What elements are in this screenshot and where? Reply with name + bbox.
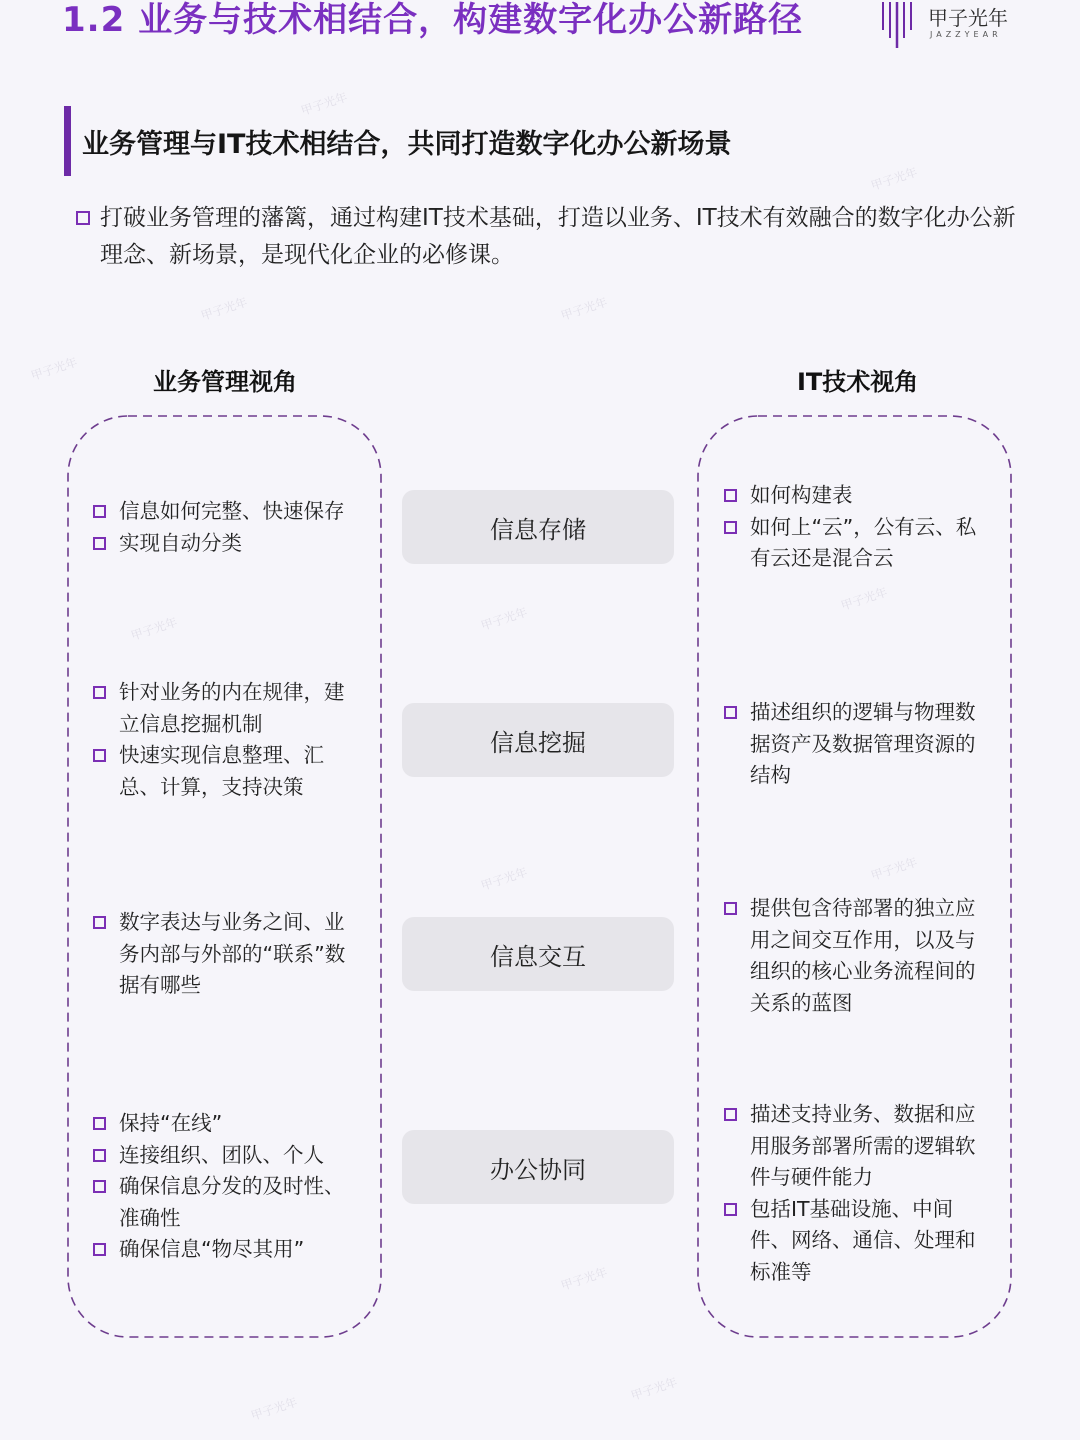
logo-text: 甲子光年 [928, 6, 1008, 30]
bullet-square-icon [93, 1117, 106, 1130]
watermark: 甲子光年 [869, 164, 920, 194]
right-group-storage [724, 480, 980, 575]
watermark: 甲子光年 [479, 604, 530, 634]
section-accent-bar [64, 106, 71, 176]
watermark: 甲子光年 [839, 584, 890, 614]
watermark: 甲子光年 [249, 1394, 300, 1424]
intro-paragraph [74, 200, 1024, 274]
watermark: 甲子光年 [479, 864, 530, 894]
watermark: 甲子光年 [299, 89, 350, 119]
section-title: 业务管理与IT技术相结合，共同打造数字化办公新场景 [82, 129, 732, 160]
intro-text: 打破业务管理的藩篱，通过构建IT技术基础，打造以业务、IT技术有效融合的数字化办公新理念、新场景，是现代化企业的必修课。 [100, 205, 1016, 268]
center-box-mining: 信息挖掘 [402, 703, 674, 777]
logo-subtext: JAZZYEAR [930, 30, 1002, 39]
right-group-collaboration [724, 1099, 990, 1288]
right-group-interaction [724, 893, 986, 1019]
center-box-storage: 信息存储 [402, 490, 674, 564]
brand-logo [880, 0, 1020, 50]
bullet-square-icon [93, 916, 106, 929]
list-item: 描述支持业务、数据和应用服务部署所需的逻辑软件与硬件能力 [724, 1099, 990, 1194]
list-item: 包括IT基础设施、中间件、网络、通信、处理和标准等 [724, 1194, 990, 1289]
list-item: 针对业务的内在规律，建立信息挖掘机制 [93, 677, 363, 740]
bullet-square-icon [724, 1108, 737, 1121]
page-title: 1.2 业务与技术相结合，构建数字化办公新路径 [62, 0, 804, 40]
bullet-square-icon [724, 902, 737, 915]
bullet-square-icon [93, 505, 106, 518]
list-item: 连接组织、团队、个人 [93, 1140, 355, 1172]
list-item: 确保信息分发的及时性、准确性 [93, 1171, 355, 1234]
list-item: 确保信息“物尽其用” [93, 1234, 355, 1266]
list-item: 实现自动分类 [93, 528, 363, 560]
bullet-square-icon [93, 686, 106, 699]
list-item: 提供包含待部署的独立应用之间交互作用，以及与组织的核心业务流程间的关系的蓝图 [724, 893, 986, 1019]
watermark: 甲子光年 [29, 354, 80, 384]
list-item: 如何上“云”，公有云、私有云还是混合云 [724, 512, 980, 575]
bullet-square-icon [724, 1203, 737, 1216]
left-group-interaction [93, 907, 355, 1002]
list-item: 如何构建表 [724, 480, 980, 512]
left-group-collaboration [93, 1108, 355, 1266]
list-item: 保持“在线” [93, 1108, 355, 1140]
bullet-square-icon [724, 489, 737, 502]
bullet-square-icon [93, 1149, 106, 1162]
bullet-square-icon [93, 1180, 106, 1193]
watermark: 甲子光年 [629, 1374, 680, 1404]
left-group-mining [93, 677, 363, 803]
left-group-storage [93, 496, 363, 559]
list-item: 描述组织的逻辑与物理数据资产及数据管理资源的结构 [724, 697, 986, 792]
bullet-square-icon [93, 1243, 106, 1256]
bullet-square-icon [93, 537, 106, 550]
section-heading [64, 106, 764, 176]
list-item: 数字表达与业务之间、业务内部与外部的“联系”数据有哪些 [93, 907, 355, 1002]
center-box-collaboration: 办公协同 [402, 1130, 674, 1204]
right-group-mining [724, 697, 986, 792]
watermark: 甲子光年 [199, 294, 250, 324]
watermark: 甲子光年 [559, 294, 610, 324]
bullet-square-icon [93, 749, 106, 762]
watermark: 甲子光年 [129, 614, 180, 644]
list-item: 快速实现信息整理、汇总、计算，支持决策 [93, 740, 363, 803]
right-column-title: IT技术视角 [797, 368, 919, 396]
logo-mark-icon [880, 0, 920, 50]
bullet-square-icon [76, 211, 90, 225]
left-column-title: 业务管理视角 [153, 368, 297, 396]
watermark: 甲子光年 [559, 1264, 610, 1294]
center-box-interaction: 信息交互 [402, 917, 674, 991]
watermark: 甲子光年 [869, 854, 920, 884]
bullet-square-icon [724, 706, 737, 719]
list-item: 信息如何完整、快速保存 [93, 496, 363, 528]
bullet-square-icon [724, 521, 737, 534]
